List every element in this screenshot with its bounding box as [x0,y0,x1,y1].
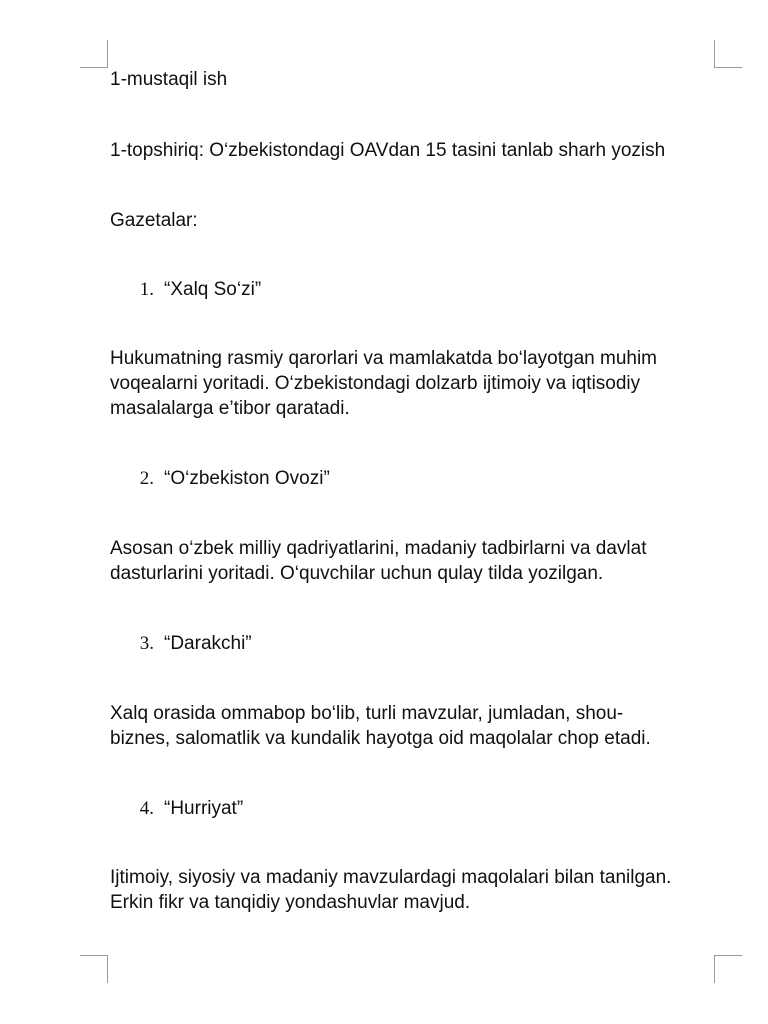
section-title: Gazetalar: [110,210,198,231]
item-1-description [110,346,720,421]
description-line: biznes, salomatlik va kundalik hayotga oid maqolalar chop etadi. [110,728,651,749]
list-item-number: 1. [139,279,154,300]
description-line: Hukumatning rasmiy qarorlari va mamlakatda bo‘layotgan muhim [110,348,658,369]
item-3-description [110,701,720,751]
list-item-number: 2. [139,468,154,489]
task-statement: 1-topshiriq: O‘zbekistondagi OAVdan 15 tasini tanlab sharh yozish [110,140,666,161]
list-item-2 [110,466,330,491]
description-line: masalalarga e’tibor qaratadi. [110,398,350,419]
list-item-number: 4. [139,798,154,819]
item-2-description [110,536,720,586]
list-item-title: “Xalq So‘zi” [164,279,262,300]
page-corner-mark-top-right [714,40,742,68]
description-line: Erkin fikr va tanqidiy yondashuvlar mavjud. [110,892,471,913]
description-line: Asosan o‘zbek milliy qadriyatlarini, madaniy tadbirlarni va davlat [110,538,647,559]
list-item-4 [110,796,243,821]
document-heading: 1-mustaqil ish [110,69,228,90]
list-item-title: “O‘zbekiston Ovozi” [164,468,330,489]
list-item-3 [110,631,252,656]
list-item-1 [110,277,261,302]
list-item-title: “Hurriyat” [164,798,244,819]
list-item-number: 3. [139,633,154,654]
item-4-description [110,865,720,915]
description-line: Xalq orasida ommabop bo‘lib, turli mavzular, jumladan, shou- [110,703,624,724]
page-corner-mark-bottom-left [80,955,108,983]
page-corner-mark-top-left [80,40,108,68]
description-line: Ijtimoiy, siyosiy va madaniy mavzulardagi maqolalari bilan tanilgan. [110,867,672,888]
list-item-title: “Darakchi” [164,633,252,654]
description-line: voqealarni yoritadi. O‘zbekistondagi dolzarb ijtimoiy va iqtisodiy [110,373,641,394]
description-line: dasturlarini yoritadi. O‘quvchilar uchun qulay tilda yozilgan. [110,563,604,584]
page-corner-mark-bottom-right [714,955,742,983]
